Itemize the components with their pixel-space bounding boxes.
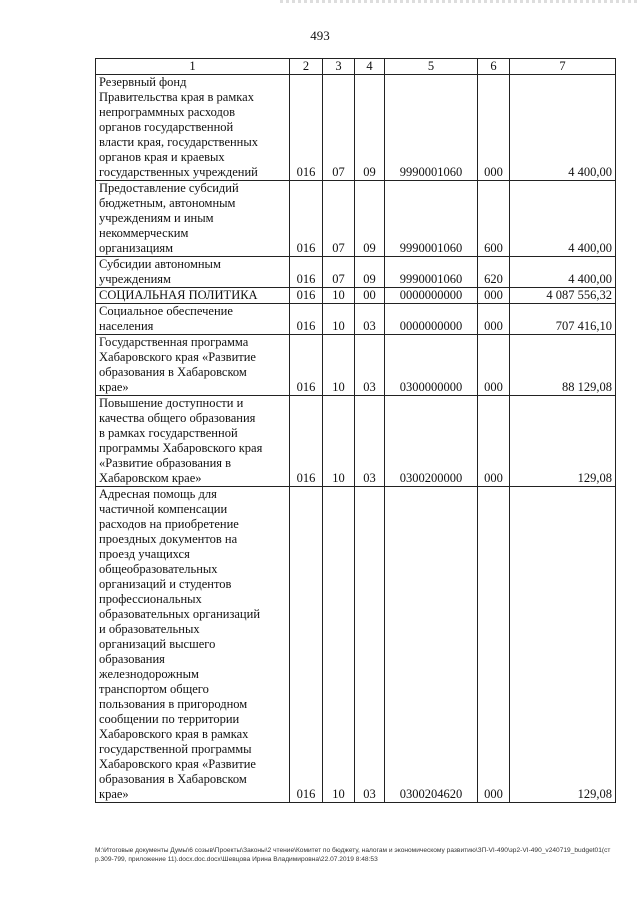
description-line: проезд учащихся <box>99 547 190 561</box>
grbs-code: 016 <box>290 75 323 181</box>
description-line: Правительства края в рамках <box>99 90 254 104</box>
grbs-code: 016 <box>290 257 323 288</box>
description-line: в рамках государственной <box>99 426 238 440</box>
description-line: учреждениям <box>99 272 171 286</box>
target-article-code: 0300204620 <box>385 487 478 803</box>
section-code: 10 <box>323 396 355 487</box>
description-line: органов государственной <box>99 120 234 134</box>
expense-type-code: 000 <box>478 396 510 487</box>
subsection-code: 00 <box>355 288 385 304</box>
table-row <box>96 75 616 181</box>
description-line: крае» <box>99 380 129 394</box>
header-col-3: 3 <box>323 59 355 75</box>
grbs-code: 016 <box>290 288 323 304</box>
amount: 129,08 <box>510 396 616 487</box>
header-col-5: 5 <box>385 59 478 75</box>
description-line: Предоставление субсидий <box>99 181 239 195</box>
description-line: качества общего образования <box>99 411 256 425</box>
target-article-code: 0300200000 <box>385 396 478 487</box>
description-line: Субсидии автономным <box>99 257 221 271</box>
expense-type-code: 000 <box>478 304 510 335</box>
grbs-code: 016 <box>290 181 323 257</box>
section-code: 07 <box>323 75 355 181</box>
header-col-1: 1 <box>96 59 290 75</box>
row-description <box>96 257 290 288</box>
row-description <box>96 304 290 335</box>
target-article-code: 0000000000 <box>385 288 478 304</box>
description-line: «Развитие образования в <box>99 456 232 470</box>
table-row <box>96 257 616 288</box>
description-line: Хабаровского края «Развитие <box>99 757 256 771</box>
budget-table <box>95 58 616 803</box>
expense-type-code: 000 <box>478 487 510 803</box>
description-line: Социальное обеспечение <box>99 304 233 318</box>
grbs-code: 016 <box>290 304 323 335</box>
description-line: организациям <box>99 241 174 255</box>
section-code: 10 <box>323 487 355 803</box>
row-description <box>96 75 290 181</box>
header-col-4: 4 <box>355 59 385 75</box>
table-row <box>96 304 616 335</box>
description-line: Хабаровского края «Развитие <box>99 350 256 364</box>
description-line: образования в Хабаровском <box>99 365 247 379</box>
description-line: железнодорожным <box>99 667 199 681</box>
subsection-code: 03 <box>355 304 385 335</box>
amount: 129,08 <box>510 487 616 803</box>
description-line: частичной компенсации <box>99 502 228 516</box>
section-code: 07 <box>323 257 355 288</box>
section-code: 07 <box>323 181 355 257</box>
description-line: крае» <box>99 787 129 801</box>
description-line: образования <box>99 652 165 666</box>
description-line: транспортом общего <box>99 682 209 696</box>
amount: 4 400,00 <box>510 257 616 288</box>
expense-type-code: 620 <box>478 257 510 288</box>
description-line: проездных документов на <box>99 532 238 546</box>
description-line: некоммерческим <box>99 226 189 240</box>
description-line: профессиональных <box>99 592 202 606</box>
target-article-code: 9990001060 <box>385 181 478 257</box>
description-line: и образовательных <box>99 622 200 636</box>
description-line: бюджетным, автономным <box>99 196 236 210</box>
subsection-code: 09 <box>355 257 385 288</box>
description-line: образовательных организаций <box>99 607 261 621</box>
expense-type-code: 600 <box>478 181 510 257</box>
table-row <box>96 288 616 304</box>
grbs-code: 016 <box>290 335 323 396</box>
description-line: государственных учреждений <box>99 165 258 179</box>
target-article-code: 9990001060 <box>385 75 478 181</box>
subsection-code: 09 <box>355 75 385 181</box>
header-col-2: 2 <box>290 59 323 75</box>
description-line: Резервный фонд <box>99 75 187 89</box>
description-line: непрограммных расходов <box>99 105 235 119</box>
subsection-code: 09 <box>355 181 385 257</box>
amount: 88 129,08 <box>510 335 616 396</box>
description-line: власти края, государственных <box>99 135 259 149</box>
target-article-code: 9990001060 <box>385 257 478 288</box>
row-description <box>96 487 290 803</box>
description-line: пользования в пригородном <box>99 697 248 711</box>
file-path-footer: M:\Итоговые документы Думы\6 созыв\Проекты\Законы\2 чтение\Комитет по бюджету, налогам и экономическому развитию\ЗП-VI-490\зр2-VI-490_v240719_budget01(стр.309-799, приложение 11).docx.doc.docx\Шевцова Ирина Владимировна\22.07.2019 8:48:53 <box>95 847 611 863</box>
row-description <box>96 396 290 487</box>
grbs-code: 016 <box>290 396 323 487</box>
section-code: 10 <box>323 335 355 396</box>
description-line: программы Хабаровского края <box>99 441 263 455</box>
description-line: образования в Хабаровском <box>99 772 247 786</box>
subsection-code: 03 <box>355 487 385 803</box>
description-line: СОЦИАЛЬНАЯ ПОЛИТИКА <box>99 288 258 302</box>
row-description <box>96 335 290 396</box>
description-line: учреждениям и иным <box>99 211 214 225</box>
table-row <box>96 487 616 803</box>
amount: 4 087 556,32 <box>510 288 616 304</box>
expense-type-code: 000 <box>478 335 510 396</box>
description-line: Адресная помощь для <box>99 487 217 501</box>
description-line: населения <box>99 319 154 333</box>
row-description <box>96 288 290 304</box>
expense-type-code: 000 <box>478 75 510 181</box>
description-line: организаций высшего <box>99 637 216 651</box>
amount: 4 400,00 <box>510 181 616 257</box>
grbs-code: 016 <box>290 487 323 803</box>
section-code: 10 <box>323 288 355 304</box>
header-col-7: 7 <box>510 59 616 75</box>
table-header-row <box>96 59 616 75</box>
description-line: сообщении по территории <box>99 712 240 726</box>
table-row <box>96 335 616 396</box>
table-row <box>96 396 616 487</box>
scan-edge-mark <box>280 0 640 3</box>
row-description <box>96 181 290 257</box>
description-line: общеобразовательных <box>99 562 218 576</box>
description-line: Государственная программа <box>99 335 249 349</box>
section-code: 10 <box>323 304 355 335</box>
description-line: Хабаровского края в рамках <box>99 727 249 741</box>
description-line: расходов на приобретение <box>99 517 239 531</box>
subsection-code: 03 <box>355 396 385 487</box>
header-col-6: 6 <box>478 59 510 75</box>
subsection-code: 03 <box>355 335 385 396</box>
target-article-code: 0300000000 <box>385 335 478 396</box>
amount: 707 416,10 <box>510 304 616 335</box>
description-line: организаций и студентов <box>99 577 232 591</box>
description-line: Хабаровском крае» <box>99 471 202 485</box>
expense-type-code: 000 <box>478 288 510 304</box>
page-number: 493 <box>310 28 330 43</box>
target-article-code: 0000000000 <box>385 304 478 335</box>
description-line: органов края и краевых <box>99 150 225 164</box>
amount: 4 400,00 <box>510 75 616 181</box>
description-line: государственной программы <box>99 742 252 756</box>
description-line: Повышение доступности и <box>99 396 244 410</box>
table-row <box>96 181 616 257</box>
